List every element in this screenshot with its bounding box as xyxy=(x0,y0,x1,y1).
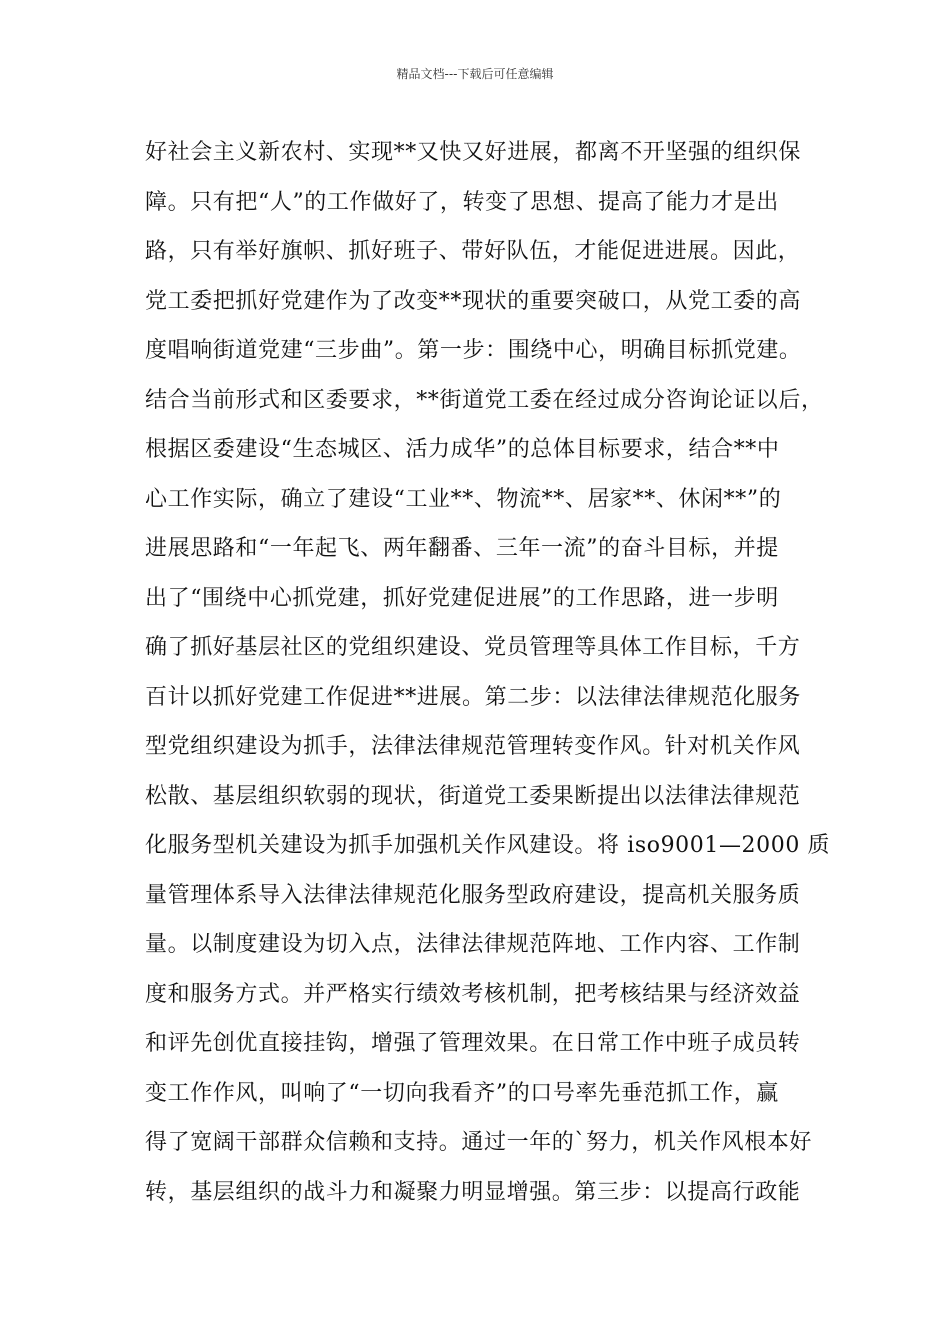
text-line: 百计以抓好党建工作促进**进展。第二步：以法律法律规范化服务 xyxy=(145,684,802,710)
text-line: 度和服务方式。并严格实行绩效考核机制，把考核结果与经济效益 xyxy=(145,981,801,1007)
text-line: 得了宽阔干部群众信赖和支持。通过一年的`努力，机关作风根本好 xyxy=(145,1130,813,1155)
text-line: 和评先创优直接挂钩，增强了管理效果。在日常工作中班子成员转 xyxy=(145,1031,801,1056)
text-line: 度唱响街道党建“三步曲”。第一步：围绕中心，明确目标抓党建。 xyxy=(145,338,802,363)
text-line: 进展思路和“一年起飞、两年翻番、三年一流”的奋斗目标，并提 xyxy=(145,536,779,561)
text-line: 化服务型机关建设为抓手加强机关作风建设。将 iso9001—2000 质 xyxy=(145,833,831,858)
text-line: 路，只有举好旗帜、抓好班子、带好队伍，才能促进进展。因此， xyxy=(145,239,801,264)
text-line: 障。只有把“人”的工作做好了，转变了思想、提高了能力才是出 xyxy=(145,189,779,215)
page-header: 精品文档---下载后可任意编辑 xyxy=(396,67,554,81)
text-line: 党工委把抓好党建作为了改变**现状的重要突破口，从党工委的高 xyxy=(145,288,802,314)
text-line: 量管理体系导入法律法律规范化服务型政府建设，提高机关服务质 xyxy=(145,882,801,908)
text-line: 确了抓好基层社区的党组织建设、党员管理等具体工作目标，千方 xyxy=(145,635,801,660)
text-line: 结合当前形式和区委要求，**街道党工委在经过成分咨询论证以后， xyxy=(145,387,824,413)
text-line: 松散、基层组织软弱的现状，街道党工委果断提出以法律法律规范 xyxy=(145,783,801,809)
text-line: 出了“围绕中心抓党建，抓好党建促进展”的工作思路，进一步明 xyxy=(145,585,779,611)
text-line: 量。以制度建设为切入点，法律法律规范阵地、工作内容、工作制 xyxy=(145,932,801,957)
text-line: 好社会主义新农村、实现**又快又好进展，都离不开坚强的组织保 xyxy=(145,140,802,165)
text-line: 根据区委建设“生态城区、活力成华”的总体目标要求，结合**中 xyxy=(145,437,780,462)
body-text xyxy=(145,128,831,1217)
text-line: 型党组织建设为抓手，法律法律规范管理转变作风。针对机关作风 xyxy=(145,734,801,759)
text-line: 转，基层组织的战斗力和凝聚力明显增强。第三步：以提高行政能 xyxy=(145,1179,801,1205)
text-line: 心工作实际，确立了建设“工业**、物流**、居家**、休闲**”的 xyxy=(145,486,782,512)
text-line: 变工作作风，叫响了“一切向我看齐”的口号率先垂范抓工作，赢 xyxy=(145,1080,779,1106)
